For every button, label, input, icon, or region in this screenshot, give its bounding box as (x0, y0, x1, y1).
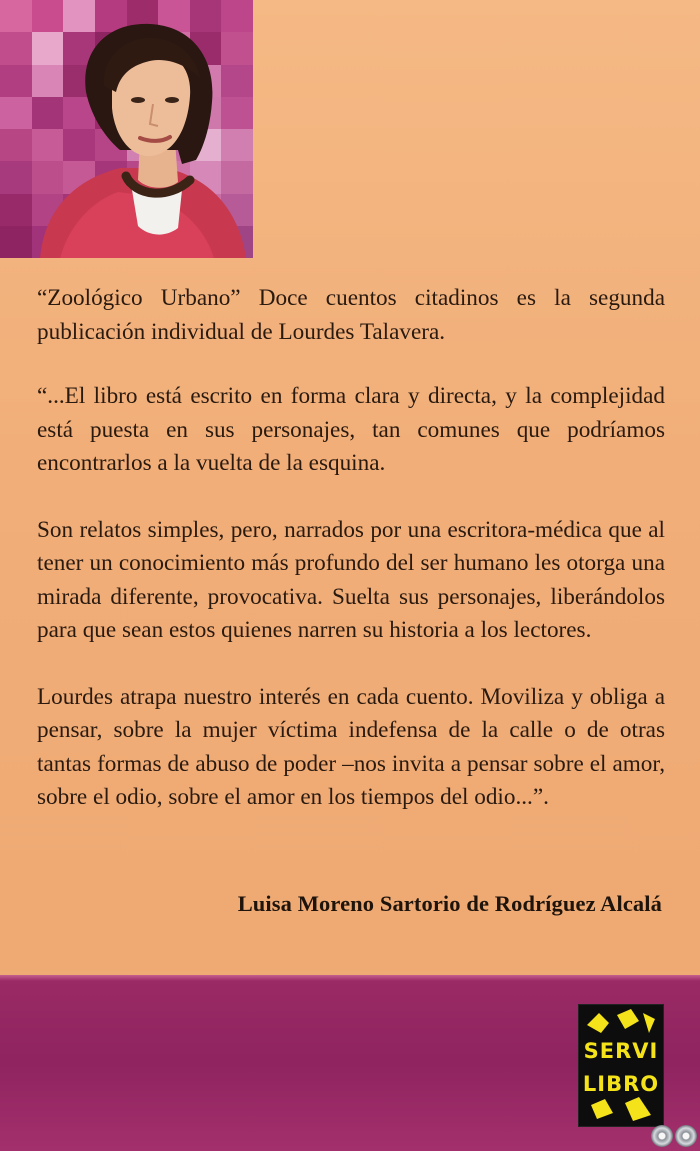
publisher-logo-line2: LIBRO (582, 1072, 660, 1096)
disc-icon (651, 1125, 673, 1147)
author-portrait-illustration (0, 0, 253, 258)
disc-icon (675, 1125, 697, 1147)
back-cover-text (37, 282, 665, 848)
intro-paragraph: “Zoológico Urbano” Doce cuentos citadinos es la segunda publicación individual de Lourdes Talavera. (37, 285, 665, 345)
publisher-logo-line1: SERVI (583, 1039, 659, 1063)
quote-paragraph-1: “...El libro está escrito en forma clara y directa, y la complejidad está puesta en sus personajes, tan comunes que podríamos encontrarlos a la vuelta de la esquina. (37, 383, 665, 476)
publisher-logo-figure-icon (579, 1005, 663, 1126)
author-photo (0, 0, 253, 258)
quote-paragraph-2: Son relatos simples, pero, narrados por una escritora-médica que al tener un conocimiento más profundo del ser humano les otorga una mirada diferente, provocativa. Suelta sus personajes, liberándolos para que sean estos quienes narren su historia a los lectores. (37, 516, 665, 643)
quote-author-signature: Luisa Moreno Sartorio de Rodríguez Alcalá (237, 891, 662, 916)
publisher-logo (578, 1004, 664, 1127)
quote-paragraph-3: Lourdes atrapa nuestro interés en cada cuento. Moviliza y obliga a pensar, sobre la mujer víctima indefensa de la calle o de otras tantas formas de abuso de poder –nos invita a pensar sobre el amor, sobre el odio, sobre el amor en los tiempos del odio...”. (37, 683, 665, 810)
